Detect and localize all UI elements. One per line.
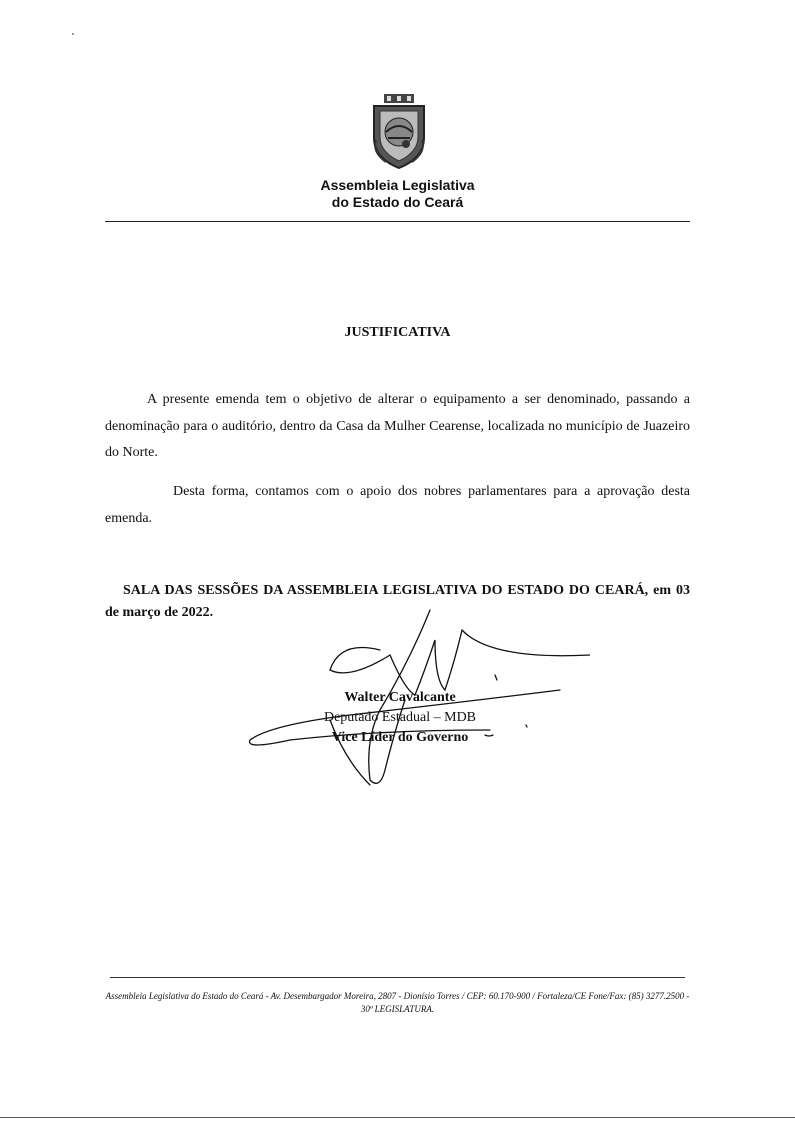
header-divider — [105, 221, 690, 222]
paragraph-1: A presente emenda tem o objetivo de alterar o equipamento a ser denominado, passando a denominação para o auditório, dentro da Casa da Mulher Cearense, localizada no município de Juazeiro do Norte. — [105, 392, 690, 460]
state-coat-of-arms-icon — [368, 92, 430, 170]
signatory-position: Vice Líder do Governo — [331, 730, 469, 745]
paragraph-2: Desta forma, contamos com o apoio dos nobres parlamentares para a aprovação desta emenda. — [105, 484, 690, 526]
signatory-role: Deputado Estadual – MDB — [323, 710, 477, 725]
institution-name-line1: Assembleia Legislativa — [320, 177, 475, 193]
scan-speck — [72, 33, 74, 35]
page-bottom-edge — [0, 1117, 795, 1118]
signatory-name: Walter Cavalcante — [344, 690, 456, 705]
institution-name-line2: do Estado do Ceará — [331, 194, 464, 210]
document-title: JUSTIFICATIVA — [344, 325, 451, 340]
footer-divider — [110, 977, 685, 978]
footer-address: Assembleia Legislativa do Estado do Ceará - Av. Desembargador Moreira, 2807 - Dionísio Torres / CEP: 60.170-900 / Fortaleza/CE Fone/Fax: (85) 3277.2500 - 30ª LEGISLATURA. — [105, 991, 690, 1014]
closing-statement: SALA DAS SESSÕES DA ASSEMBLEIA LEGISLATIVA DO ESTADO DO CEARÁ, em 03 de março de 2022. — [105, 583, 690, 620]
handwritten-signature — [230, 600, 590, 800]
